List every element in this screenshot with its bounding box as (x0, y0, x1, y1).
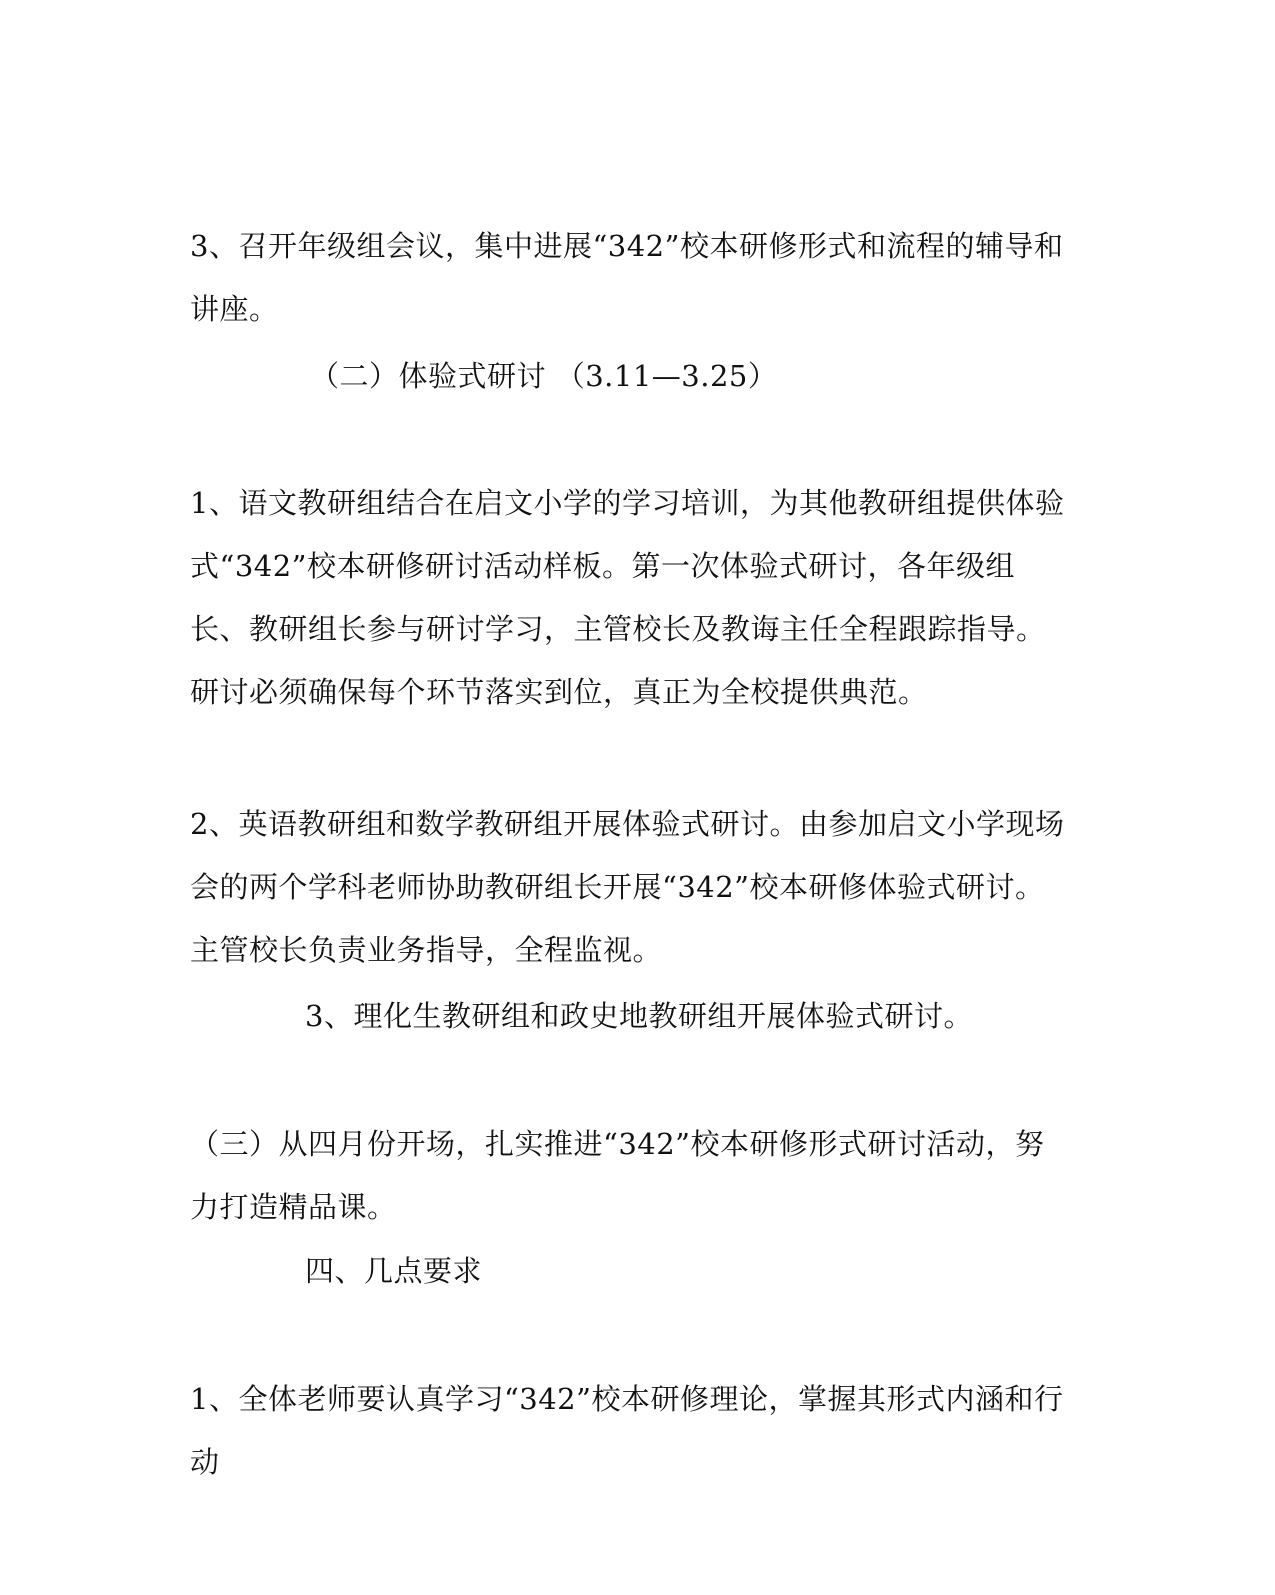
paragraph-requirement-1: 1、全体老师要认真学习“342”校本研修理论，掌握其形式内涵和行动 (190, 1382, 1064, 1479)
paragraph-science-humanities-group: 3、理化生教研组和政史地教研组开展体验式研讨。 (305, 999, 973, 1033)
paragraph-meeting: 3、召开年级组会议，集中进展“342”校本研修形式和流程的辅导和讲座。 (190, 229, 1064, 326)
paragraph-april-start: （三）从四月份开场，扎实推进“342”校本研修形式研讨活动，努力打造精品课。 (190, 1127, 1045, 1224)
section-heading-requirements: 四、几点要求 (305, 1254, 483, 1288)
section-heading-experiential: （二）体验式研讨 （3.11—3.25） (310, 359, 778, 393)
paragraph-chinese-group: 1、语文教研组结合在启文小学的学习培训，为其他教研组提供体验式“342”校本研修研讨活动样板。第一次体验式研讨，各年级组长、教研组长参与研讨学习，主管校长及教诲主任全程跟踪指导。研讨必须确保每个环节落实到位，真正为全校提供典范。 (190, 486, 1065, 709)
paragraph-english-math-group: 2、英语教研组和数学教研组开展体验式研讨。由参加启文小学现场会的两个学科老师协助教研组长开展“342”校本研修体验式研讨。主管校长负责业务指导，全程监视。 (190, 807, 1065, 967)
